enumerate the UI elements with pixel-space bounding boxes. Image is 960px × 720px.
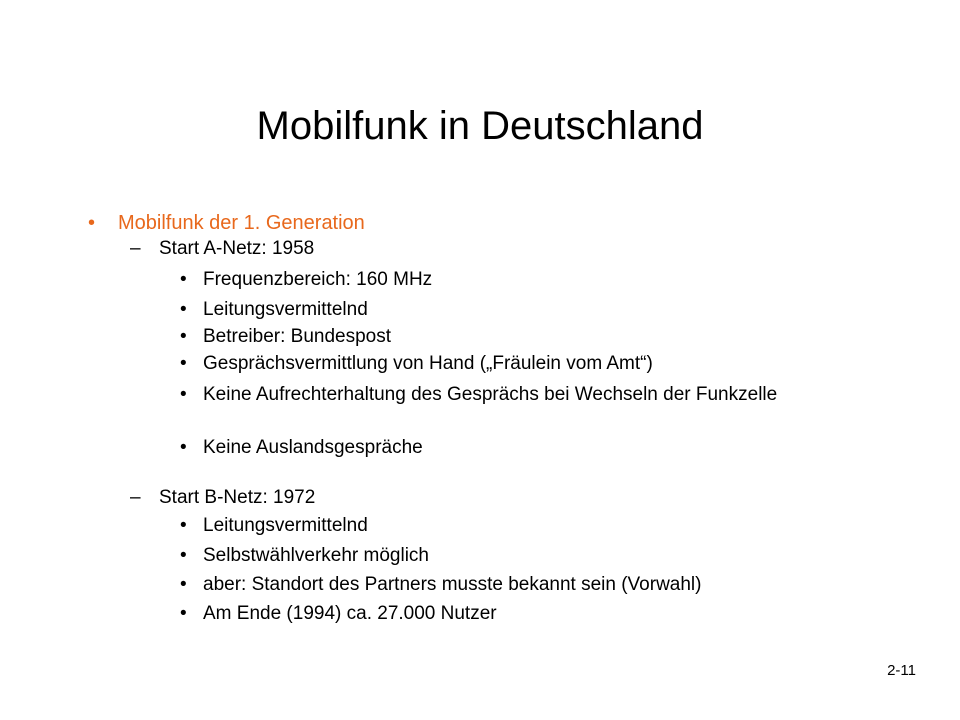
list-item <box>180 545 860 566</box>
slide-title: Mobilfunk in Deutschland <box>256 104 704 148</box>
list-item <box>180 515 860 536</box>
list-item-text: Am Ende (1994) ca. 27.000 Nutzer <box>203 603 497 624</box>
list-item <box>180 384 860 405</box>
section-heading-text: Start A-Netz: 1958 <box>159 238 315 259</box>
list-item-text: Selbstwählverkehr möglich <box>203 545 429 566</box>
main-bullet-text: Mobilfunk der 1. Generation <box>118 212 365 234</box>
bullet-icon: • <box>180 269 187 290</box>
section-heading-text: Start B-Netz: 1972 <box>159 487 316 508</box>
list-item <box>180 326 860 347</box>
bullet-icon: • <box>180 545 187 566</box>
page-number: 2-11 <box>887 662 916 679</box>
list-item <box>180 299 860 320</box>
list-item-text: Leitungsvermittelnd <box>203 515 368 536</box>
list-item <box>180 269 860 290</box>
list-item <box>180 574 860 595</box>
list-item <box>180 603 860 624</box>
bullet-icon: • <box>180 384 187 405</box>
dash-icon: – <box>130 487 141 508</box>
list-item-text: Keine Aufrechterhaltung des Gesprächs bei Wechseln der Funkzelle <box>203 384 778 405</box>
list-item-text: Leitungsvermittelnd <box>203 299 368 320</box>
bullet-icon: • <box>180 326 187 347</box>
bullet-icon: • <box>180 353 187 374</box>
list-item-text: aber: Standort des Partners musste bekannt sein (Vorwahl) <box>203 574 702 595</box>
list-item <box>180 437 860 458</box>
bullet-icon: • <box>180 437 187 458</box>
bullet-icon: • <box>180 574 187 595</box>
list-item-text: Gesprächsvermittlung von Hand („Fräulein vom Amt“) <box>203 353 653 374</box>
list-item-text: Frequenzbereich: 160 MHz <box>203 269 433 290</box>
bullet-icon: • <box>180 603 187 624</box>
bullet-icon: • <box>180 515 187 536</box>
bullet-icon: • <box>180 299 187 320</box>
bullet-icon: • <box>88 212 96 234</box>
list-item-text: Betreiber: Bundespost <box>203 326 392 347</box>
list-item <box>180 353 860 374</box>
list-item-text: Keine Auslandsgespräche <box>203 437 423 458</box>
dash-icon: – <box>130 238 141 259</box>
